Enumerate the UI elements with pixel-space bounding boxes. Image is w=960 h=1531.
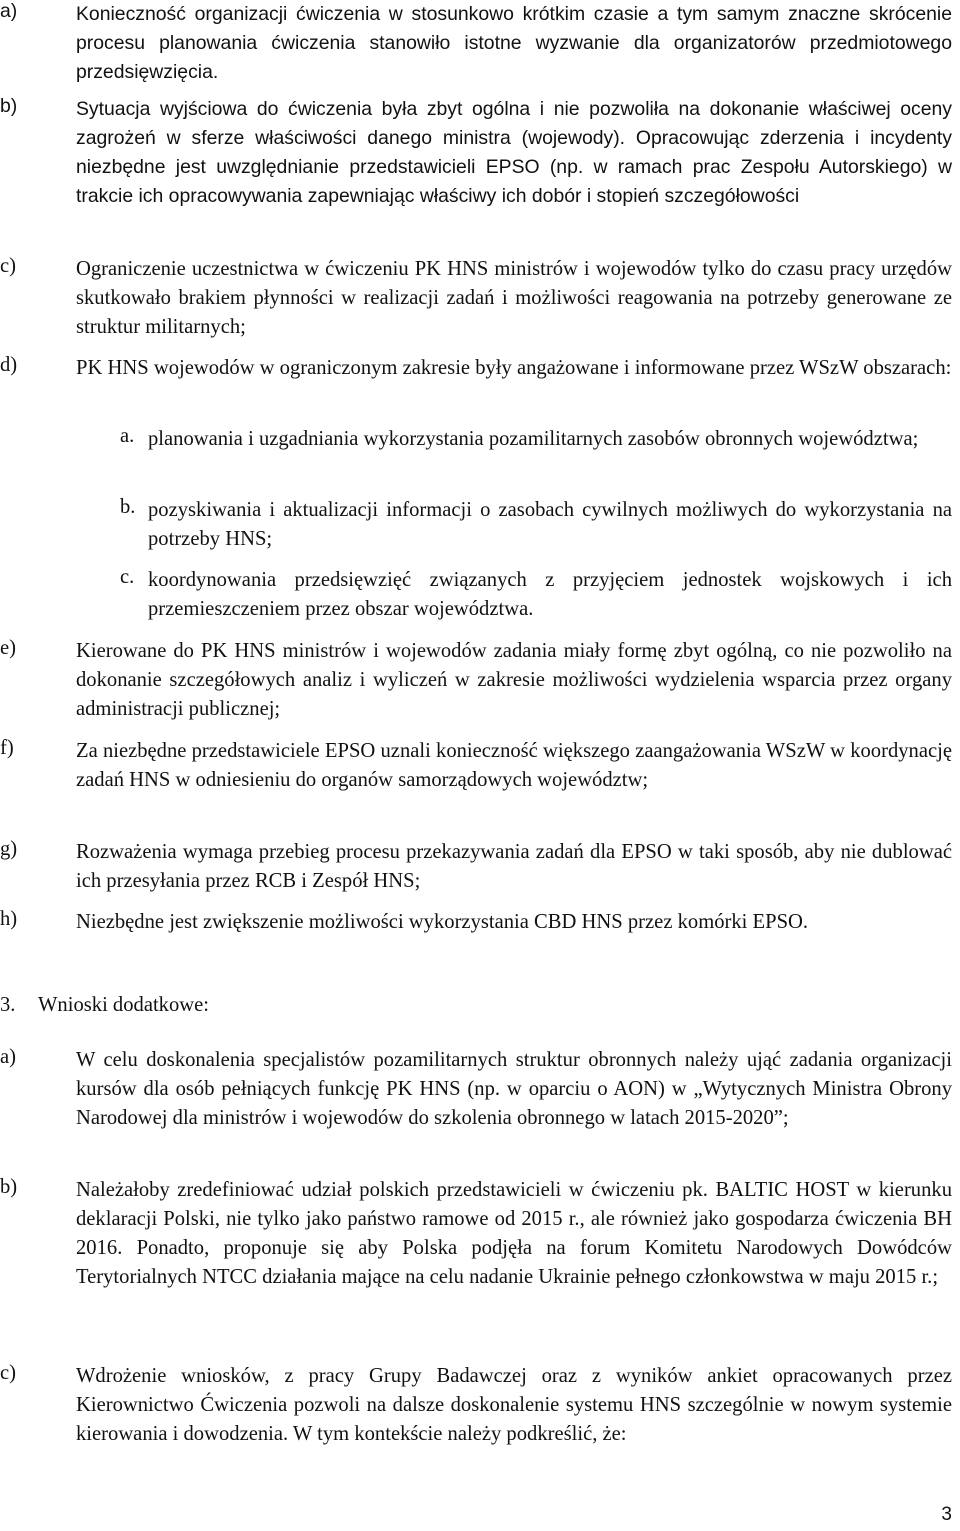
list-text: Konieczność organizacji ćwiczenia w stosunkowo krótkim czasie a tym samym znaczne skrócenie procesu planowania ćwiczenia stanowiło istotne wyzwanie dla organizatorów przedmiotowego przedsięwzięcia. [76, 3, 952, 83]
list-text: Ograniczenie uczestnictwa w ćwiczeniu PK HNS ministrów i wojewodów tylko do czasu pracy urzędów skutkowało brakiem płynności w realizacji zadań i możliwości reagowania na potrzeby generowane ze struktur militarnych; [76, 258, 952, 338]
list-text: W celu doskonalenia specjalistów pozamilitarnych struktur obronnych należy ująć zadania organizacji kursów dla osób pełniących funkcję PK HNS (np. w oparciu o AON) w „Wytycznych Ministra Obrony Narodowej dla ministrów i wojewodów do szkolenia obronnego w latach 2015-2020”; [76, 1049, 952, 1129]
list-text: Rozważenia wymaga przebieg procesu przekazywania zadań dla EPSO w taki sposób, aby nie dublować ich przesyłania przez RCB i Zespół HNS; [76, 841, 952, 892]
section-number: 3. [0, 994, 16, 1016]
list-label: a) [0, 0, 18, 22]
list-text: Sytuacja wyjściowa do ćwiczenia była zbyt ogólna i nie pozwoliła na dokonanie właściwej oceny zagrożeń w sferze właściwości danego ministra (wojewody). Opracowując zderzenia i incydenty niezbędne jest uwzględnianie przedstawicieli EPSO (np. w ramach prac Zespołu Autorskiego) w trakcie ich opracowywania zapewniając właściwy ich dobór i stopień szczegółowości [76, 98, 952, 207]
list-label: c) [0, 1362, 16, 1384]
list-label: f) [0, 737, 14, 759]
sublist-text: pozyskiwania i aktualizacji informacji o zasobach cywilnych możliwych do wykorzystania na potrzeby HNS; [148, 499, 952, 550]
list-label: h) [0, 908, 18, 930]
page-number: 3 [941, 1504, 952, 1525]
section-title: Wnioski dodatkowe: [38, 994, 210, 1016]
sublist-label: a. [120, 425, 135, 447]
list-label: a) [0, 1046, 16, 1068]
list-text: Należałoby zredefiniować udział polskich przedstawicieli w ćwiczeniu pk. BALTIC HOST w kierunku deklaracji Polski, nie tylko jako państwo ramowe od 2015 r., ale również jako gospodarza ćwiczenia BH 2016. Ponadto, proponuje się aby Polska podjęła na forum Komitetu Narodowych Dowódców Terytorialnych NTCC działania mające na celu nadanie Ukrainie pełnego członkowstwa w maju 2015 r.; [76, 1179, 952, 1288]
list-label: b) [0, 1176, 18, 1198]
sublist-text: planowania i uzgadniania wykorzystania pozamilitarnych zasobów obronnych województwa; [148, 428, 919, 450]
sublist-label: c. [120, 566, 135, 588]
sublist-label: b. [120, 496, 136, 518]
list-text: Kierowane do PK HNS ministrów i wojewodów zadania miały formę zbyt ogólną, co nie pozwoliło na dokonanie szczegółowych analiz i wyliczeń w zakresie możliwości wydzielenia wsparcia przez organy administracji publicznej; [76, 640, 952, 720]
list-label: c) [0, 255, 16, 277]
list-label: b) [0, 95, 18, 117]
list-text: Niezbędne jest zwiększenie możliwości wykorzystania CBD HNS przez komórki EPSO. [76, 911, 809, 933]
list-text: Za niezbędne przedstawiciele EPSO uznali konieczność większego zaangażowania WSzW w koordynację zadań HNS w odniesieniu do organów samorządowych województw; [76, 740, 952, 791]
sublist-text: koordynowania przedsięwzięć związanych z przyjęciem jednostek wojskowych i ich przemieszczeniem przez obszar województwa. [148, 569, 952, 620]
list-text: PK HNS wojewodów w ograniczonym zakresie były angażowane i informowane przez WSzW obszarach: [76, 357, 952, 379]
list-label: g) [0, 838, 18, 860]
list-text: Wdrożenie wniosków, z pracy Grupy Badawczej oraz z wyników ankiet opracowanych przez Kierownictwo Ćwiczenia pozwoli na dalsze doskonalenie systemu HNS szczególnie w nowym systemie kierowania i dowodzenia. W tym kontekście należy podkreślić, że: [76, 1365, 952, 1445]
list-label: d) [0, 354, 18, 376]
list-label: e) [0, 637, 16, 659]
